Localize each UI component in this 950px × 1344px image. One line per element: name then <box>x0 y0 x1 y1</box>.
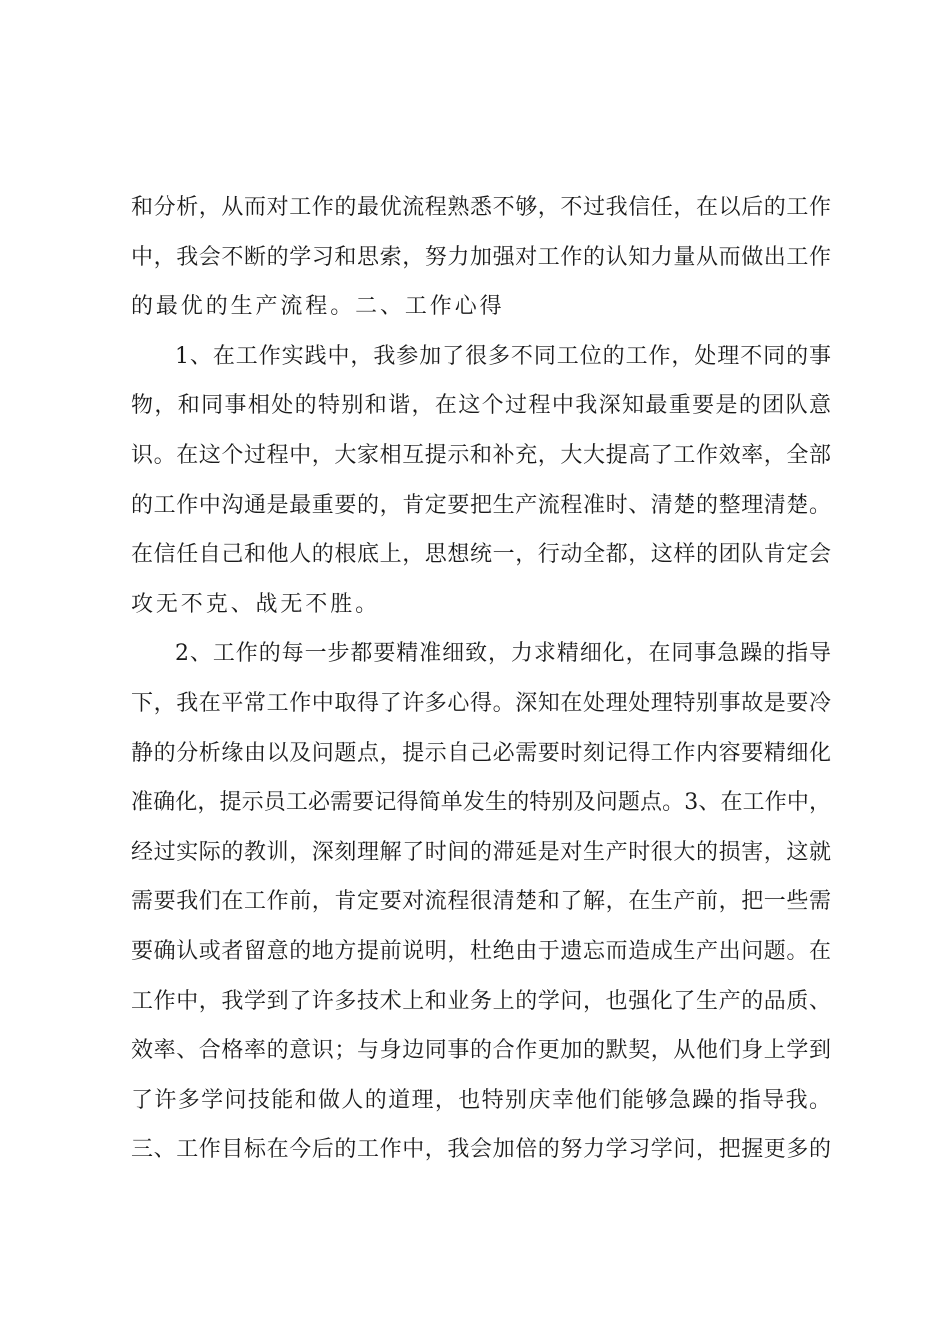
text-line: 攻无不克、战无不胜。 <box>131 591 381 617</box>
text-line: 三、工作目标在今后的工作中，我会加倍的努力学习学问，把握更多的 <box>131 1137 831 1163</box>
text-line: 准确化，提示员工必需要记得简单发生的特别及问题点。3、在工作中， <box>131 790 831 816</box>
text-line: 要确认或者留意的地方提前说明，杜绝由于遗忘而造成生产出问题。在 <box>131 938 831 964</box>
paragraph-first-line: 1、在工作实践中，我参加了很多不同工位的工作，处理不同的事 <box>175 343 831 369</box>
text-line: 在信任自己和他人的根底上，思想统一，行动全都，这样的团队肯定会 <box>131 542 831 568</box>
text-line: 需要我们在工作前，肯定要对流程很清楚和了解，在生产前，把一些需 <box>131 889 831 915</box>
text-line: 物，和同事相处的特别和谐，在这个过程中我深知最重要是的团队意 <box>131 393 831 419</box>
paragraph-first-line: 2、工作的每一步都要精准细致，力求精细化，在同事急躁的指导 <box>175 641 831 667</box>
text-line: 工作中，我学到了许多技术上和业务上的学问，也强化了生产的品质、 <box>131 988 831 1014</box>
text-line: 下，我在平常工作中取得了许多心得。深知在处理处理特别事故是要冷 <box>131 690 831 716</box>
text-line: 的最优的生产流程。二、工作心得 <box>131 294 505 320</box>
text-line: 经过实际的教训，深刻理解了时间的滞延是对生产时很大的损害，这就 <box>131 839 831 865</box>
text-line: 识。在这个过程中，大家相互提示和补充，大大提高了工作效率，全部 <box>131 442 831 468</box>
text-line: 中，我会不断的学习和思索，努力加强对工作的认知力量从而做出工作 <box>131 244 831 270</box>
body-text <box>131 183 831 1175</box>
text-line: 静的分析缘由以及问题点，提示自己必需要时刻记得工作内容要精细化 <box>131 740 831 766</box>
text-line: 效率、合格率的意识；与身边同事的合作更加的默契，从他们身上学到 <box>131 1038 831 1064</box>
text-line: 了许多学问技能和做人的道理，也特别庆幸他们能够急躁的指导我。 <box>131 1087 831 1113</box>
text-line: 和分析，从而对工作的最优流程熟悉不够，不过我信任，在以后的工作 <box>131 195 831 220</box>
text-line: 的工作中沟通是最重要的，肯定要把生产流程准时、清楚的整理清楚。 <box>131 492 831 518</box>
